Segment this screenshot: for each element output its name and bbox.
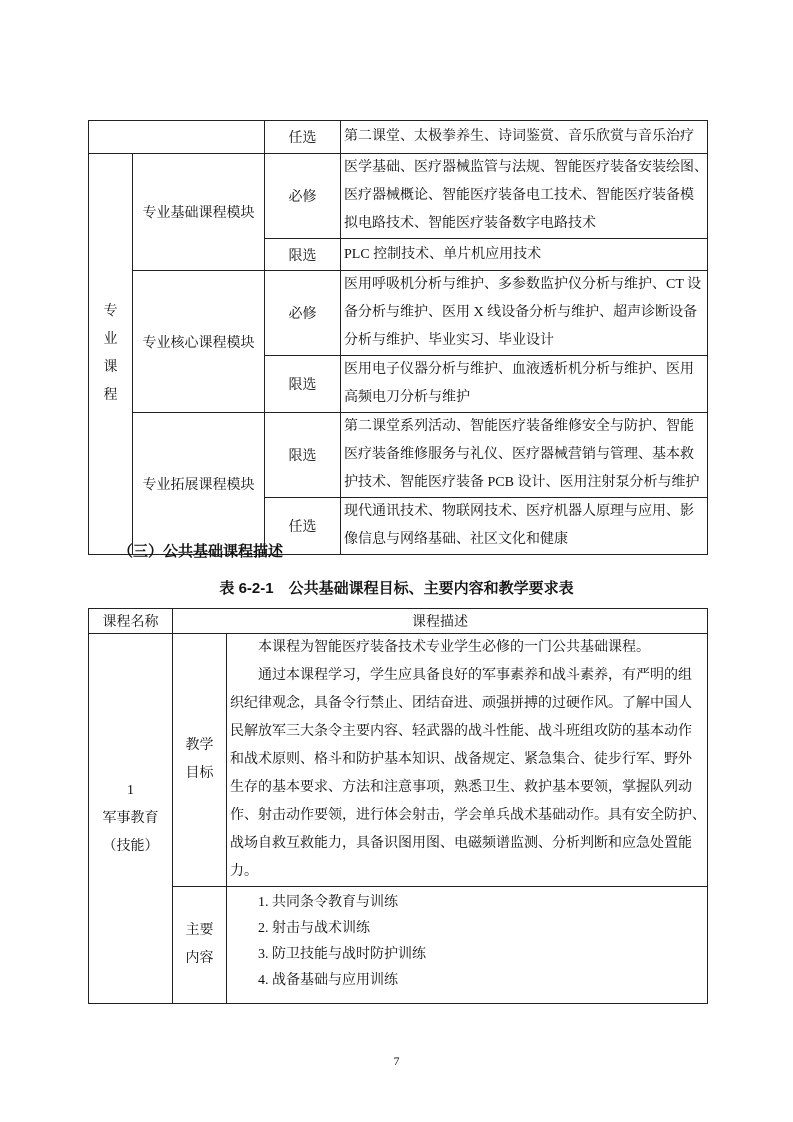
course-line: 医疗装备维修服务与礼仪、医疗器械营销与管理、基本救: [344, 447, 694, 462]
content-line: 2. 射击与战术训练: [258, 921, 370, 936]
goal-line: 通过本课程学习，学生应具备良好的军事素养和战斗素养，有严明的组: [258, 668, 692, 683]
course-line: 护技术、智能医疗装备 PCB 设计、医用注射泵分析与维护: [344, 475, 700, 490]
course-list: [341, 356, 708, 413]
course-list: [341, 413, 708, 498]
course-line: 现代通讯技术、物联网技术、医疗机器人原理与应用、影: [344, 504, 694, 519]
public-course-table: [88, 608, 708, 1004]
blank-cell: [89, 121, 265, 154]
course-list: [341, 498, 708, 555]
course-type: 限选: [265, 239, 341, 271]
course-number: 1: [127, 782, 134, 798]
table-caption: 表 6-2-1 公共基础课程目标、主要内容和教学要求表: [219, 580, 574, 597]
goal-line: 民解放军三大条令主要内容、轻武器的战斗性能、战斗班组攻防的基本动作: [230, 724, 692, 739]
course-line: 第二课堂系列活动、智能医疗装备维修安全与防护、智能: [344, 419, 694, 434]
section-heading: （三）公共基础课程描述: [118, 543, 284, 560]
course-line: 分析与维护、毕业实习、毕业设计: [344, 333, 554, 348]
label-line: 主要: [185, 923, 214, 938]
table-row: [89, 887, 708, 1004]
goal-line: 织纪律观念，具备令行禁止、团结奋进、顽强拼搏的过硬作风。了解中国人: [230, 696, 692, 711]
goal-line: 战场自救互救能力，具备识图用图、电磁频谱监测、分析判断和应急处置能: [230, 836, 692, 851]
group-char: 专: [103, 304, 118, 319]
course-list: [341, 239, 708, 271]
header-course-name: 课程名称: [89, 609, 173, 634]
course-line: 像信息与网络基础、社区文化和健康: [344, 532, 568, 547]
content-line: 4. 战备基础与应用训练: [258, 973, 398, 988]
course-type: 必修: [265, 154, 341, 239]
goal-line: 和战术原则、格斗和防护基本知识、战备规定、紧急集合、徒步行军、野外: [230, 752, 692, 767]
goal-line: 生存的基本要求、方法和注意事项，熟悉卫生、救护基本要领，掌握队列动: [230, 780, 692, 795]
content-text: [227, 887, 708, 1004]
goal-line: 力。: [230, 864, 258, 879]
content-label: [173, 887, 227, 1004]
course-line: 医学基础、医疗器械监管与法规、智能医疗装备安装绘图、: [344, 160, 708, 175]
module-name: 专业基础课程模块: [133, 154, 265, 271]
label-line: 目标: [185, 766, 214, 781]
course-list: [341, 271, 708, 356]
group-char: 业: [103, 332, 118, 347]
header-course-description: 课程描述: [173, 609, 708, 634]
course-line: PLC 控制技术、单片机应用技术: [344, 246, 542, 262]
goal-line: 作、射击动作要领，进行体会射击，学会单兵战术基础动作。具有安全防护、: [230, 808, 706, 823]
table-row: [89, 634, 708, 887]
course-line: 高频电刀分析与维护: [344, 390, 470, 405]
goal-label: [173, 634, 227, 887]
course-type: 必修: [265, 271, 341, 356]
course-list: [341, 121, 708, 154]
table-row: [89, 271, 708, 356]
course-line: 拟电路技术、智能医疗装备数字电路技术: [344, 216, 596, 231]
table-header-row: [89, 609, 708, 634]
group-char: 程: [103, 388, 118, 403]
course-line: 备分析与维护、医用 X 线设备分析与维护、超声诊断设备: [344, 305, 698, 320]
course-line: 医用电子仪器分析与维护、血液透析机分析与维护、医用: [344, 362, 694, 377]
label-line: 教学: [185, 738, 214, 753]
course-sub: （技能）: [102, 838, 159, 854]
course-type: 任选: [265, 121, 341, 154]
course-name-cell: [89, 634, 173, 1004]
table-row: [89, 154, 708, 239]
table-row: [89, 121, 708, 154]
course-line: 医用呼吸机分析与维护、多参数监护仪分析与维护、CT 设: [344, 277, 702, 292]
group-label: [89, 154, 133, 555]
page-number: 7: [393, 1054, 400, 1068]
content-line: 3. 防卫技能与战时防护训练: [258, 947, 426, 962]
label-line: 内容: [185, 951, 214, 966]
goal-line: 本课程为智能医疗装备技术专业学生必修的一门公共基础课程。: [258, 640, 650, 655]
course-line: 第二课堂、太极拳养生、诗词鉴赏、音乐欣赏与音乐治疗: [344, 129, 694, 144]
course-line: 医疗器械概论、智能医疗装备电工技术、智能医疗装备模: [344, 188, 694, 203]
course-type: 限选: [265, 356, 341, 413]
course-name: 军事教育: [102, 810, 159, 826]
course-list: [341, 154, 708, 239]
module-name: 专业拓展课程模块: [133, 413, 265, 555]
content-line: 1. 共同条令教育与训练: [258, 895, 398, 910]
course-structure-table: [88, 120, 708, 555]
course-type: 限选: [265, 413, 341, 498]
goal-text: [227, 634, 708, 887]
table-row: [89, 413, 708, 498]
module-name: 专业核心课程模块: [133, 271, 265, 413]
group-char: 课: [103, 360, 118, 375]
course-type: 任选: [265, 498, 341, 555]
